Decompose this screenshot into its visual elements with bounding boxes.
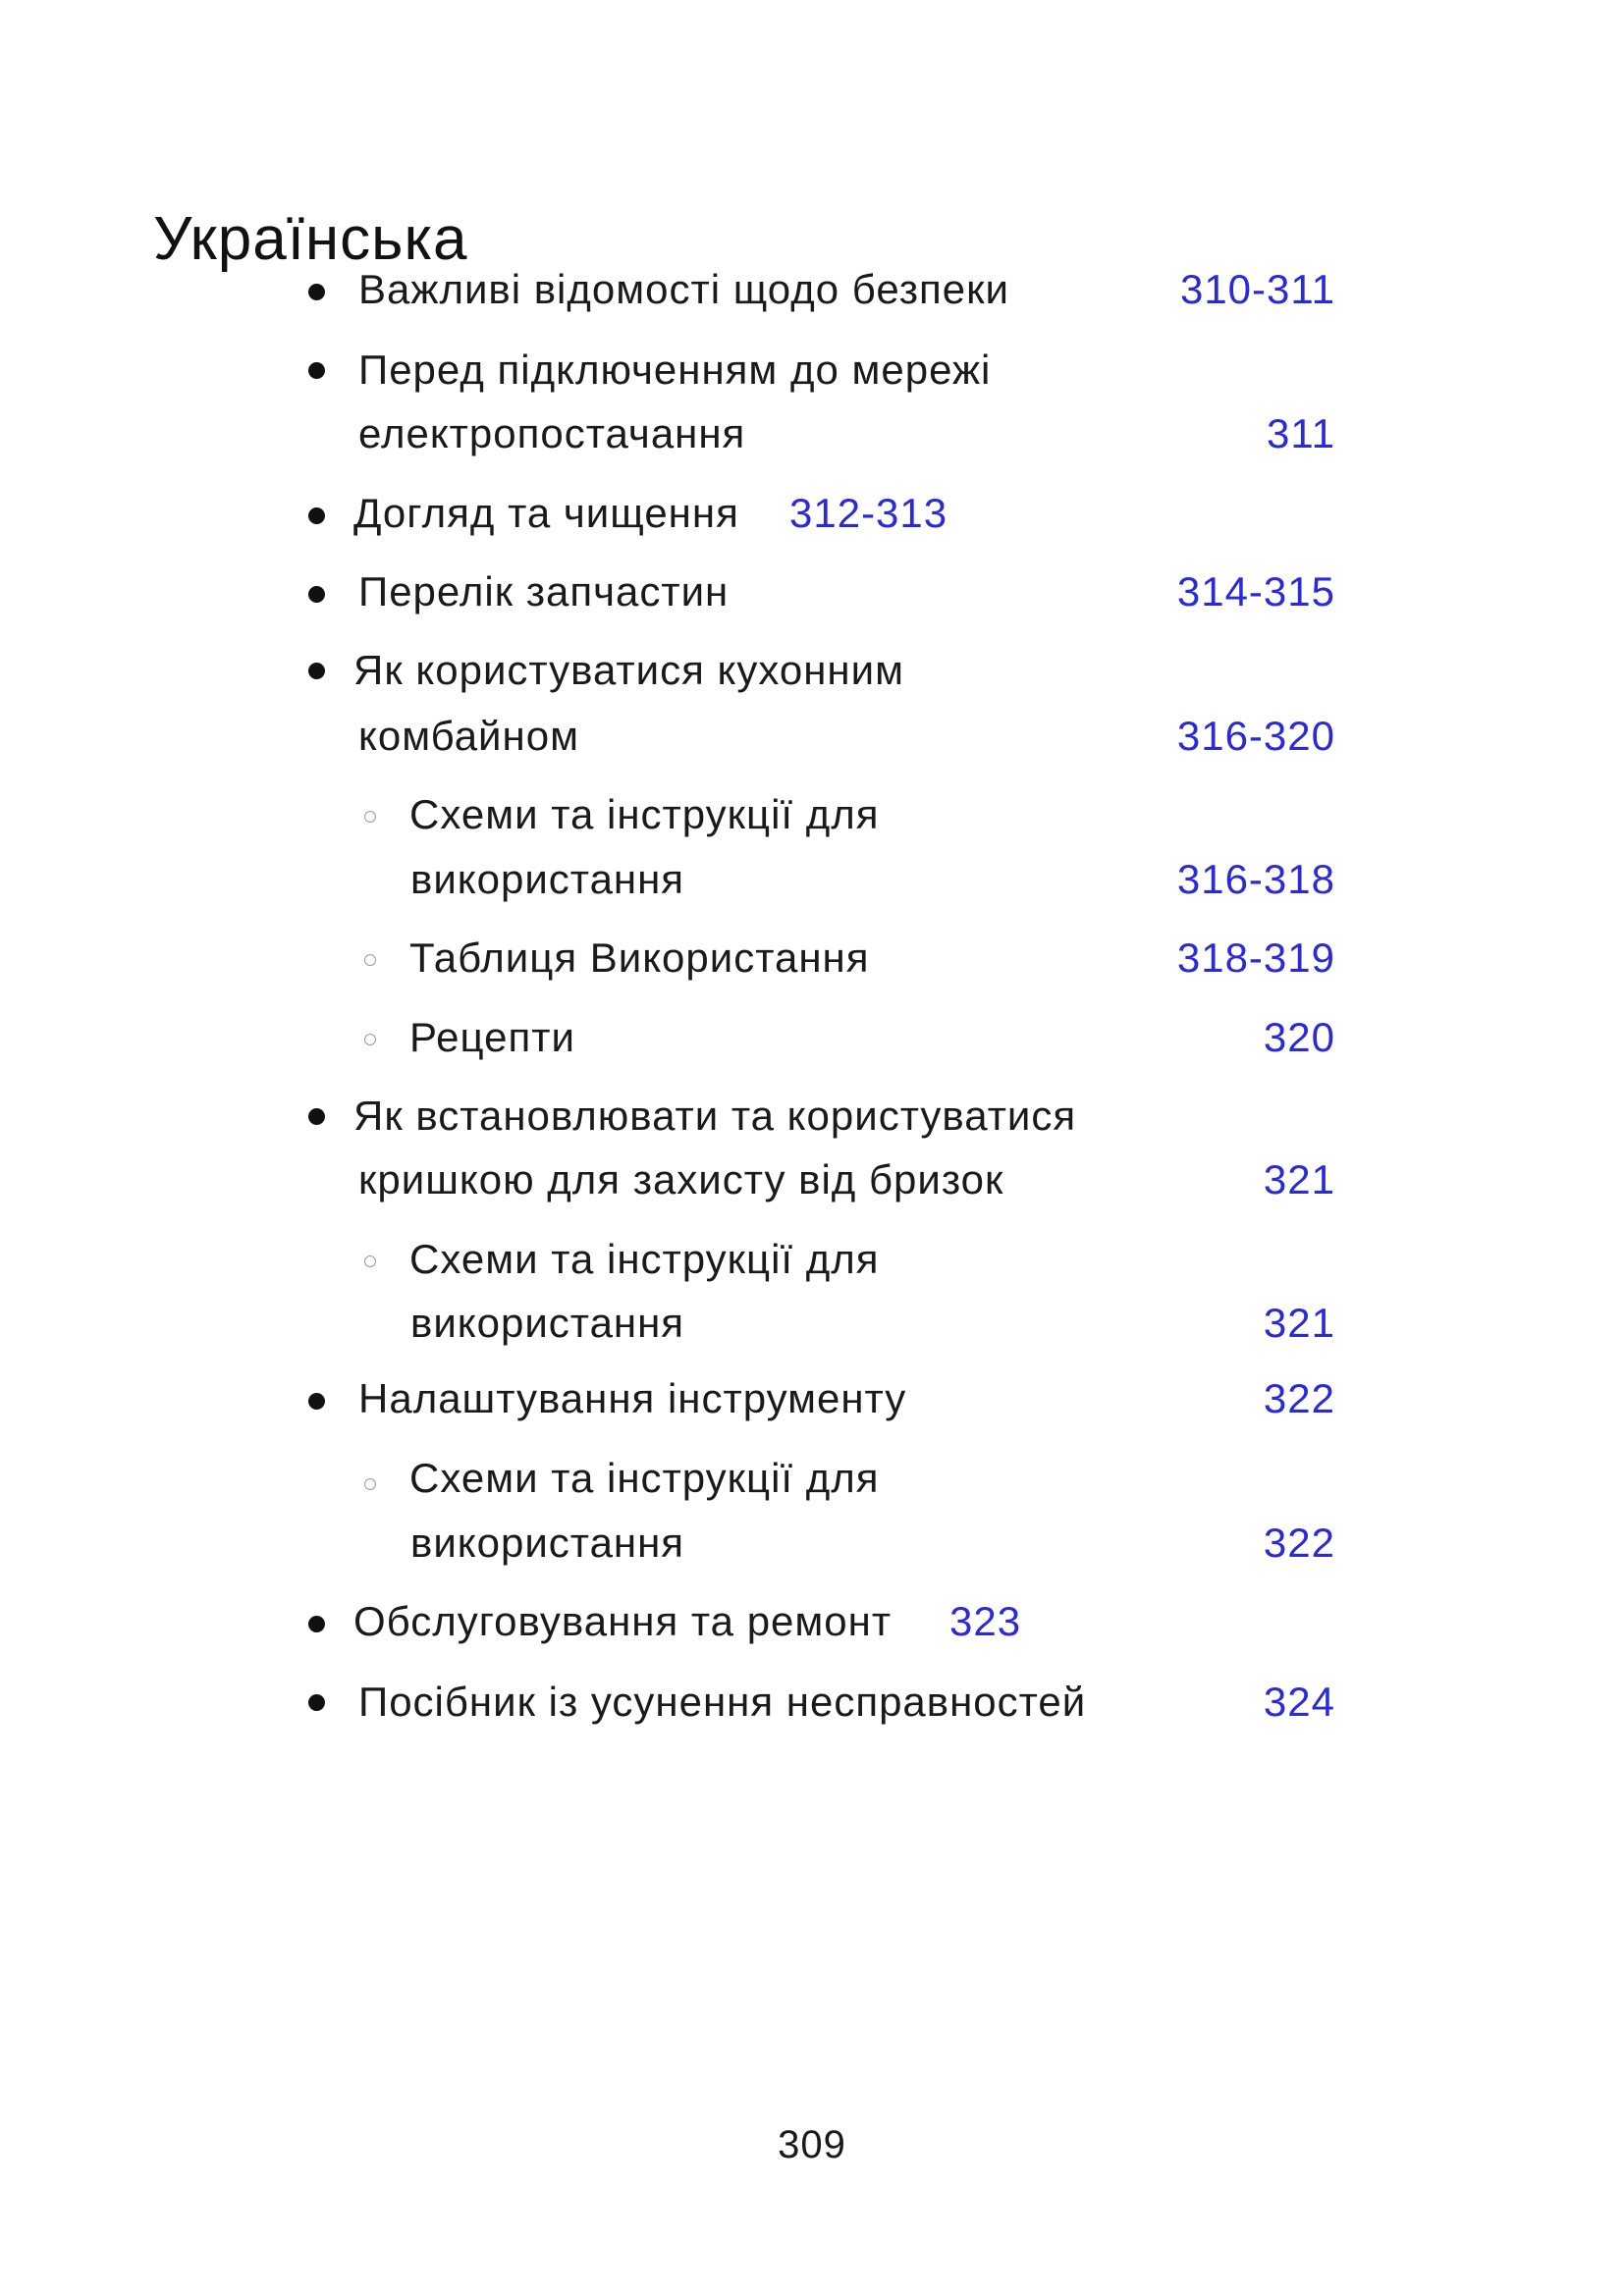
toc-entry-title: Як встановлювати та користуватися	[353, 1093, 1077, 1139]
toc-subentry-title: Рецепти	[409, 1014, 575, 1060]
toc-entry-title: Догляд та чищення	[353, 490, 739, 536]
page-number: 309	[778, 2123, 846, 2166]
toc-page-ref[interactable]: 312-313	[789, 490, 948, 536]
bullet-icon	[308, 284, 325, 300]
toc-page-ref[interactable]: 321	[1263, 1156, 1335, 1202]
toc-page-ref[interactable]: 322	[1263, 1520, 1335, 1566]
toc-entry-title: Як користуватися кухонним	[353, 647, 904, 693]
toc-subentry-title: Таблиця Використання	[409, 934, 870, 981]
bullet-icon	[308, 362, 325, 379]
toc-entry-title: Важливі відомості щодо безпеки	[358, 266, 1009, 312]
page-title: Українська	[153, 204, 468, 273]
bullet-icon	[308, 1694, 325, 1711]
hollow-bullet-icon	[364, 1255, 376, 1267]
hollow-bullet-icon	[364, 811, 376, 823]
toc-subentry-title-continued: використання	[410, 1300, 685, 1346]
toc-page-ref[interactable]: 310-311	[1179, 266, 1335, 312]
toc-subentry-title-continued: використання	[410, 856, 685, 902]
toc-page-ref[interactable]: 316-318	[1176, 856, 1335, 902]
bullet-icon	[308, 1616, 325, 1632]
bullet-icon	[308, 586, 325, 603]
toc-subentry-title: Схеми та інструкції для	[409, 1455, 880, 1501]
toc-page-ref[interactable]: 321	[1263, 1300, 1335, 1346]
toc-page-ref[interactable]: 323	[949, 1598, 1022, 1644]
bullet-icon	[308, 663, 325, 679]
toc-subentry-title: Схеми та інструкції для	[409, 1236, 880, 1282]
toc-entry-title: Налаштування інструменту	[358, 1375, 907, 1421]
toc-subentry-title-continued: використання	[410, 1520, 685, 1566]
hollow-bullet-icon	[364, 1034, 376, 1045]
toc-page-ref[interactable]: 311	[1267, 410, 1335, 456]
bullet-icon	[308, 1393, 325, 1410]
bullet-icon	[308, 507, 325, 524]
bullet-icon	[308, 1108, 325, 1125]
toc-subentry-title: Схеми та інструкції для	[409, 791, 880, 837]
toc-entry-title: Перелік запчастин	[358, 568, 730, 614]
hollow-bullet-icon	[364, 954, 376, 966]
toc-page-ref[interactable]: 316-320	[1176, 713, 1335, 759]
toc-entry-title: Перед підключенням до мережі	[358, 347, 992, 393]
toc-entry-title: Посібник із усунення несправностей	[358, 1679, 1087, 1725]
toc-entry-title-continued: кришкою для захисту від бризок	[358, 1156, 1004, 1202]
toc-entry-title: Обслуговування та ремонт	[353, 1598, 893, 1644]
hollow-bullet-icon	[364, 1478, 376, 1490]
toc-page-ref[interactable]: 324	[1263, 1679, 1335, 1725]
toc-page-ref[interactable]: 322	[1263, 1375, 1335, 1421]
toc-page-ref[interactable]: 314-315	[1176, 568, 1335, 614]
toc-entry-title-continued: електропостачання	[358, 410, 746, 456]
toc-page-ref[interactable]: 318-319	[1176, 934, 1335, 981]
toc-page-ref[interactable]: 320	[1263, 1014, 1335, 1060]
toc-entry-title-continued: комбайном	[358, 713, 579, 759]
